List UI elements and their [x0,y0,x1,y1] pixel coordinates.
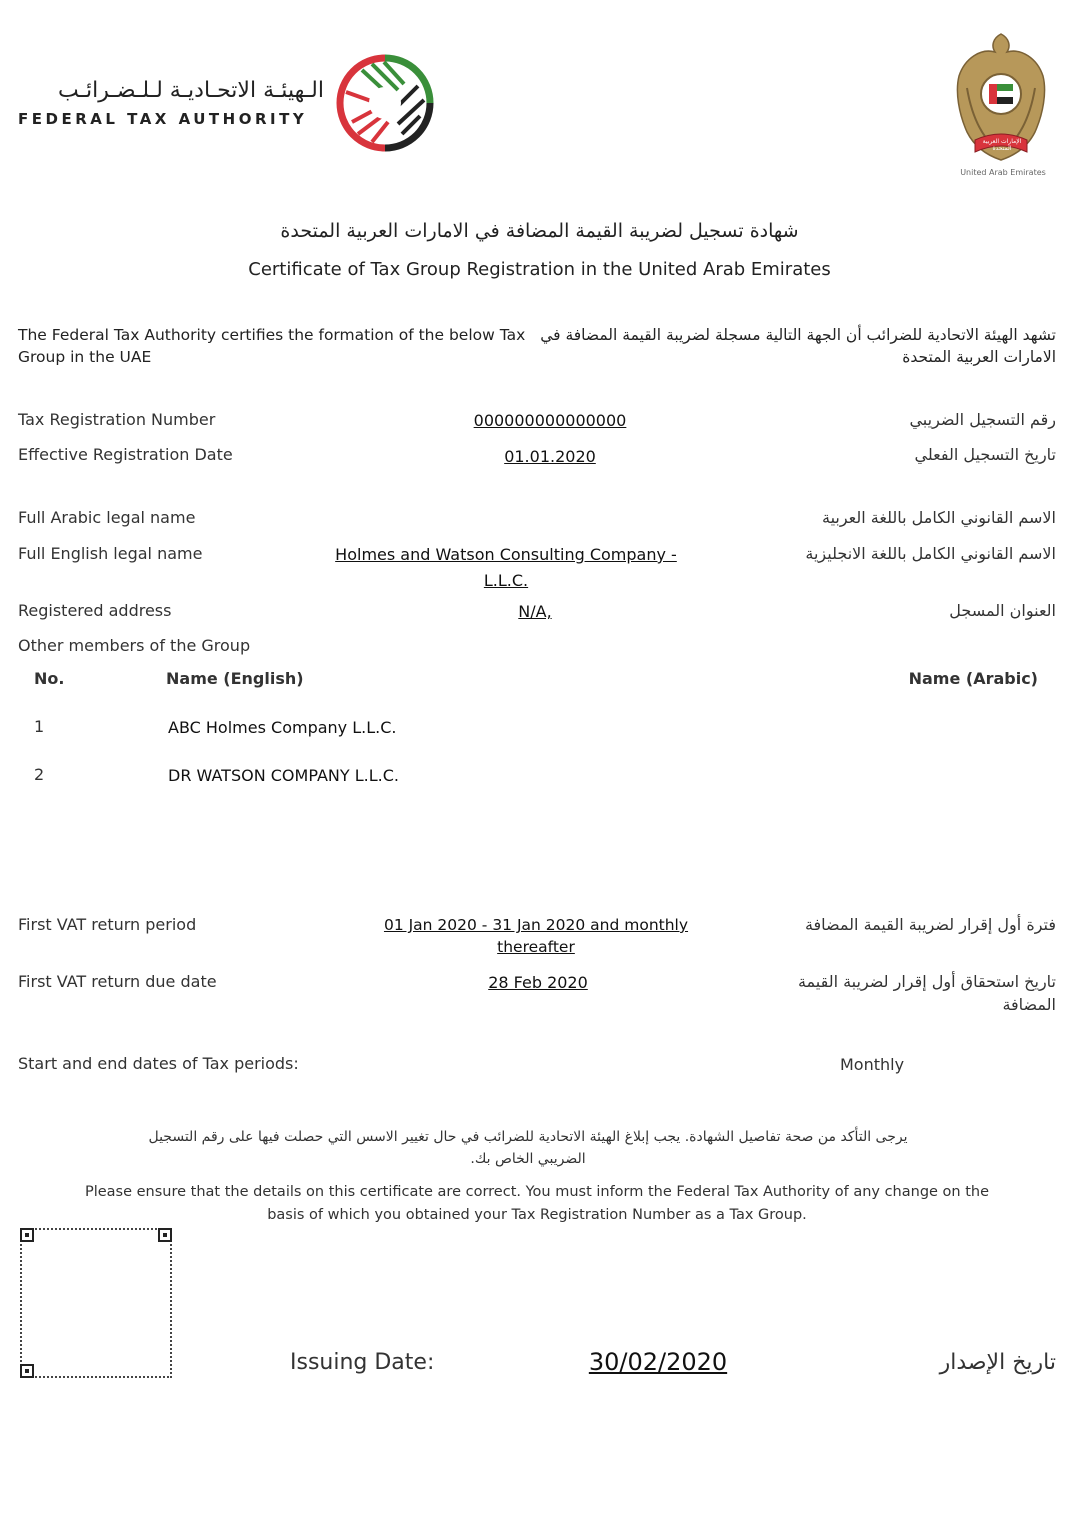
member-row-2-name: DR WATSON COMPANY L.L.C. [168,766,399,785]
effective-date-value: 01.01.2020 [504,447,596,466]
notice-english-line1: Please ensure that the details on this certificate are correct. You must inform the Federal Tax Authority of any change on the [84,1184,990,1200]
vat-period-value-line1: 01 Jan 2020 - 31 Jan 2020 and monthly [383,916,689,934]
fta-emblem-icon [332,50,438,156]
issuing-date-value: 30/02/2020 [588,1348,728,1376]
member-row-1-name: ABC Holmes Company L.L.C. [168,718,397,737]
vat-due-label-arabic-line1: تاريخ استحقاق أول إقرار لضريبة القيمة [797,972,1056,991]
authority-name-english: FEDERAL TAX AUTHORITY [18,110,308,128]
vat-due-value: 28 Feb 2020 [488,973,588,992]
certificate-title-arabic: شهادة تسجيل لضريبة القيمة المضافة في الامارات العربية المتحدة [280,220,799,242]
intro-arabic: تشهد الهيئة الاتحادية للضرائب أن الجهة التالية مسجلة لضريبة القيمة المضافة في الامارات العربية المتحدة [540,326,1056,366]
english-name-value-line1: Holmes and Watson Consulting Company - [335,545,677,564]
seal-ribbon-text: الإمارات العربية المتحدة [982,138,1022,152]
trn-value: 000000000000000 [473,411,627,430]
address-label-arabic: العنوان المسجل [949,601,1056,620]
trn-label: Tax Registration Number [18,410,216,429]
vat-due-label-arabic-line2: المضافة [1002,995,1056,1014]
vat-period-value-line2: thereafter [497,938,575,956]
english-name-label: Full English legal name [18,544,203,563]
arabic-name-label-arabic: الاسم القانوني الكامل باللغة العربية [821,508,1056,527]
uae-eagle-seal-icon [945,28,1057,168]
effective-date-label: Effective Registration Date [18,445,233,464]
notice-arabic-line2: الضريبي الخاص بك. [470,1151,586,1167]
member-row-1-no: 1 [34,717,45,736]
qr-corner-top-left [20,1228,34,1242]
members-col-no: No. [34,669,65,688]
issuing-date-label: Issuing Date: [290,1350,435,1375]
tax-periods-label: Start and end dates of Tax periods: [18,1054,299,1073]
qr-corner-bottom-left [20,1364,34,1378]
intro-english: The Federal Tax Authority certifies the formation of the below Tax Group in the UAE [18,326,526,366]
members-col-arabic: Name (Arabic) [908,669,1038,688]
effective-date-label-arabic: تاريخ التسجيل الفعلي [914,445,1056,464]
arabic-name-label: Full Arabic legal name [18,508,196,527]
vat-period-label-arabic: فترة أول إقرار لضريبة القيمة المضافة [804,915,1056,934]
member-row-2-no: 2 [34,765,45,784]
trn-label-arabic: رقم التسجيل الضريبي [909,410,1056,429]
vat-period-label: First VAT return period [18,915,197,934]
english-name-value-line2: L.L.C. [483,571,529,590]
address-value: N/A, [518,602,552,621]
seal-caption: United Arab Emirates [960,168,1046,177]
qr-code [20,1228,172,1378]
members-col-english: Name (English) [166,669,304,688]
notice-english-line2: basis of which you obtained your Tax Registration Number as a Tax Group. [267,1207,807,1223]
tax-periods-value: Monthly [840,1055,905,1074]
notice-arabic-line1: يرجى التأكد من صحة تفاصيل الشهادة. يجب إبلاغ الهيئة الاتحادية للضرائب في حال تغيير الاسس التي حصلت فيها على رقم التسجيل [148,1129,908,1145]
vat-due-label: First VAT return due date [18,972,217,991]
certificate-title-english: Certificate of Tax Group Registration in the United Arab Emirates [248,259,831,280]
members-title: Other members of the Group [18,636,251,655]
english-name-label-arabic: الاسم القانوني الكامل باللغة الانجليزية [805,544,1056,563]
qr-corner-top-right [158,1228,172,1242]
authority-name-arabic: الـهيئـة الاتحـاديـة لـلـضـرائـب [57,78,324,103]
address-label: Registered address [18,601,172,620]
issuing-date-label-arabic: تاريخ الإصدار [939,1350,1056,1375]
